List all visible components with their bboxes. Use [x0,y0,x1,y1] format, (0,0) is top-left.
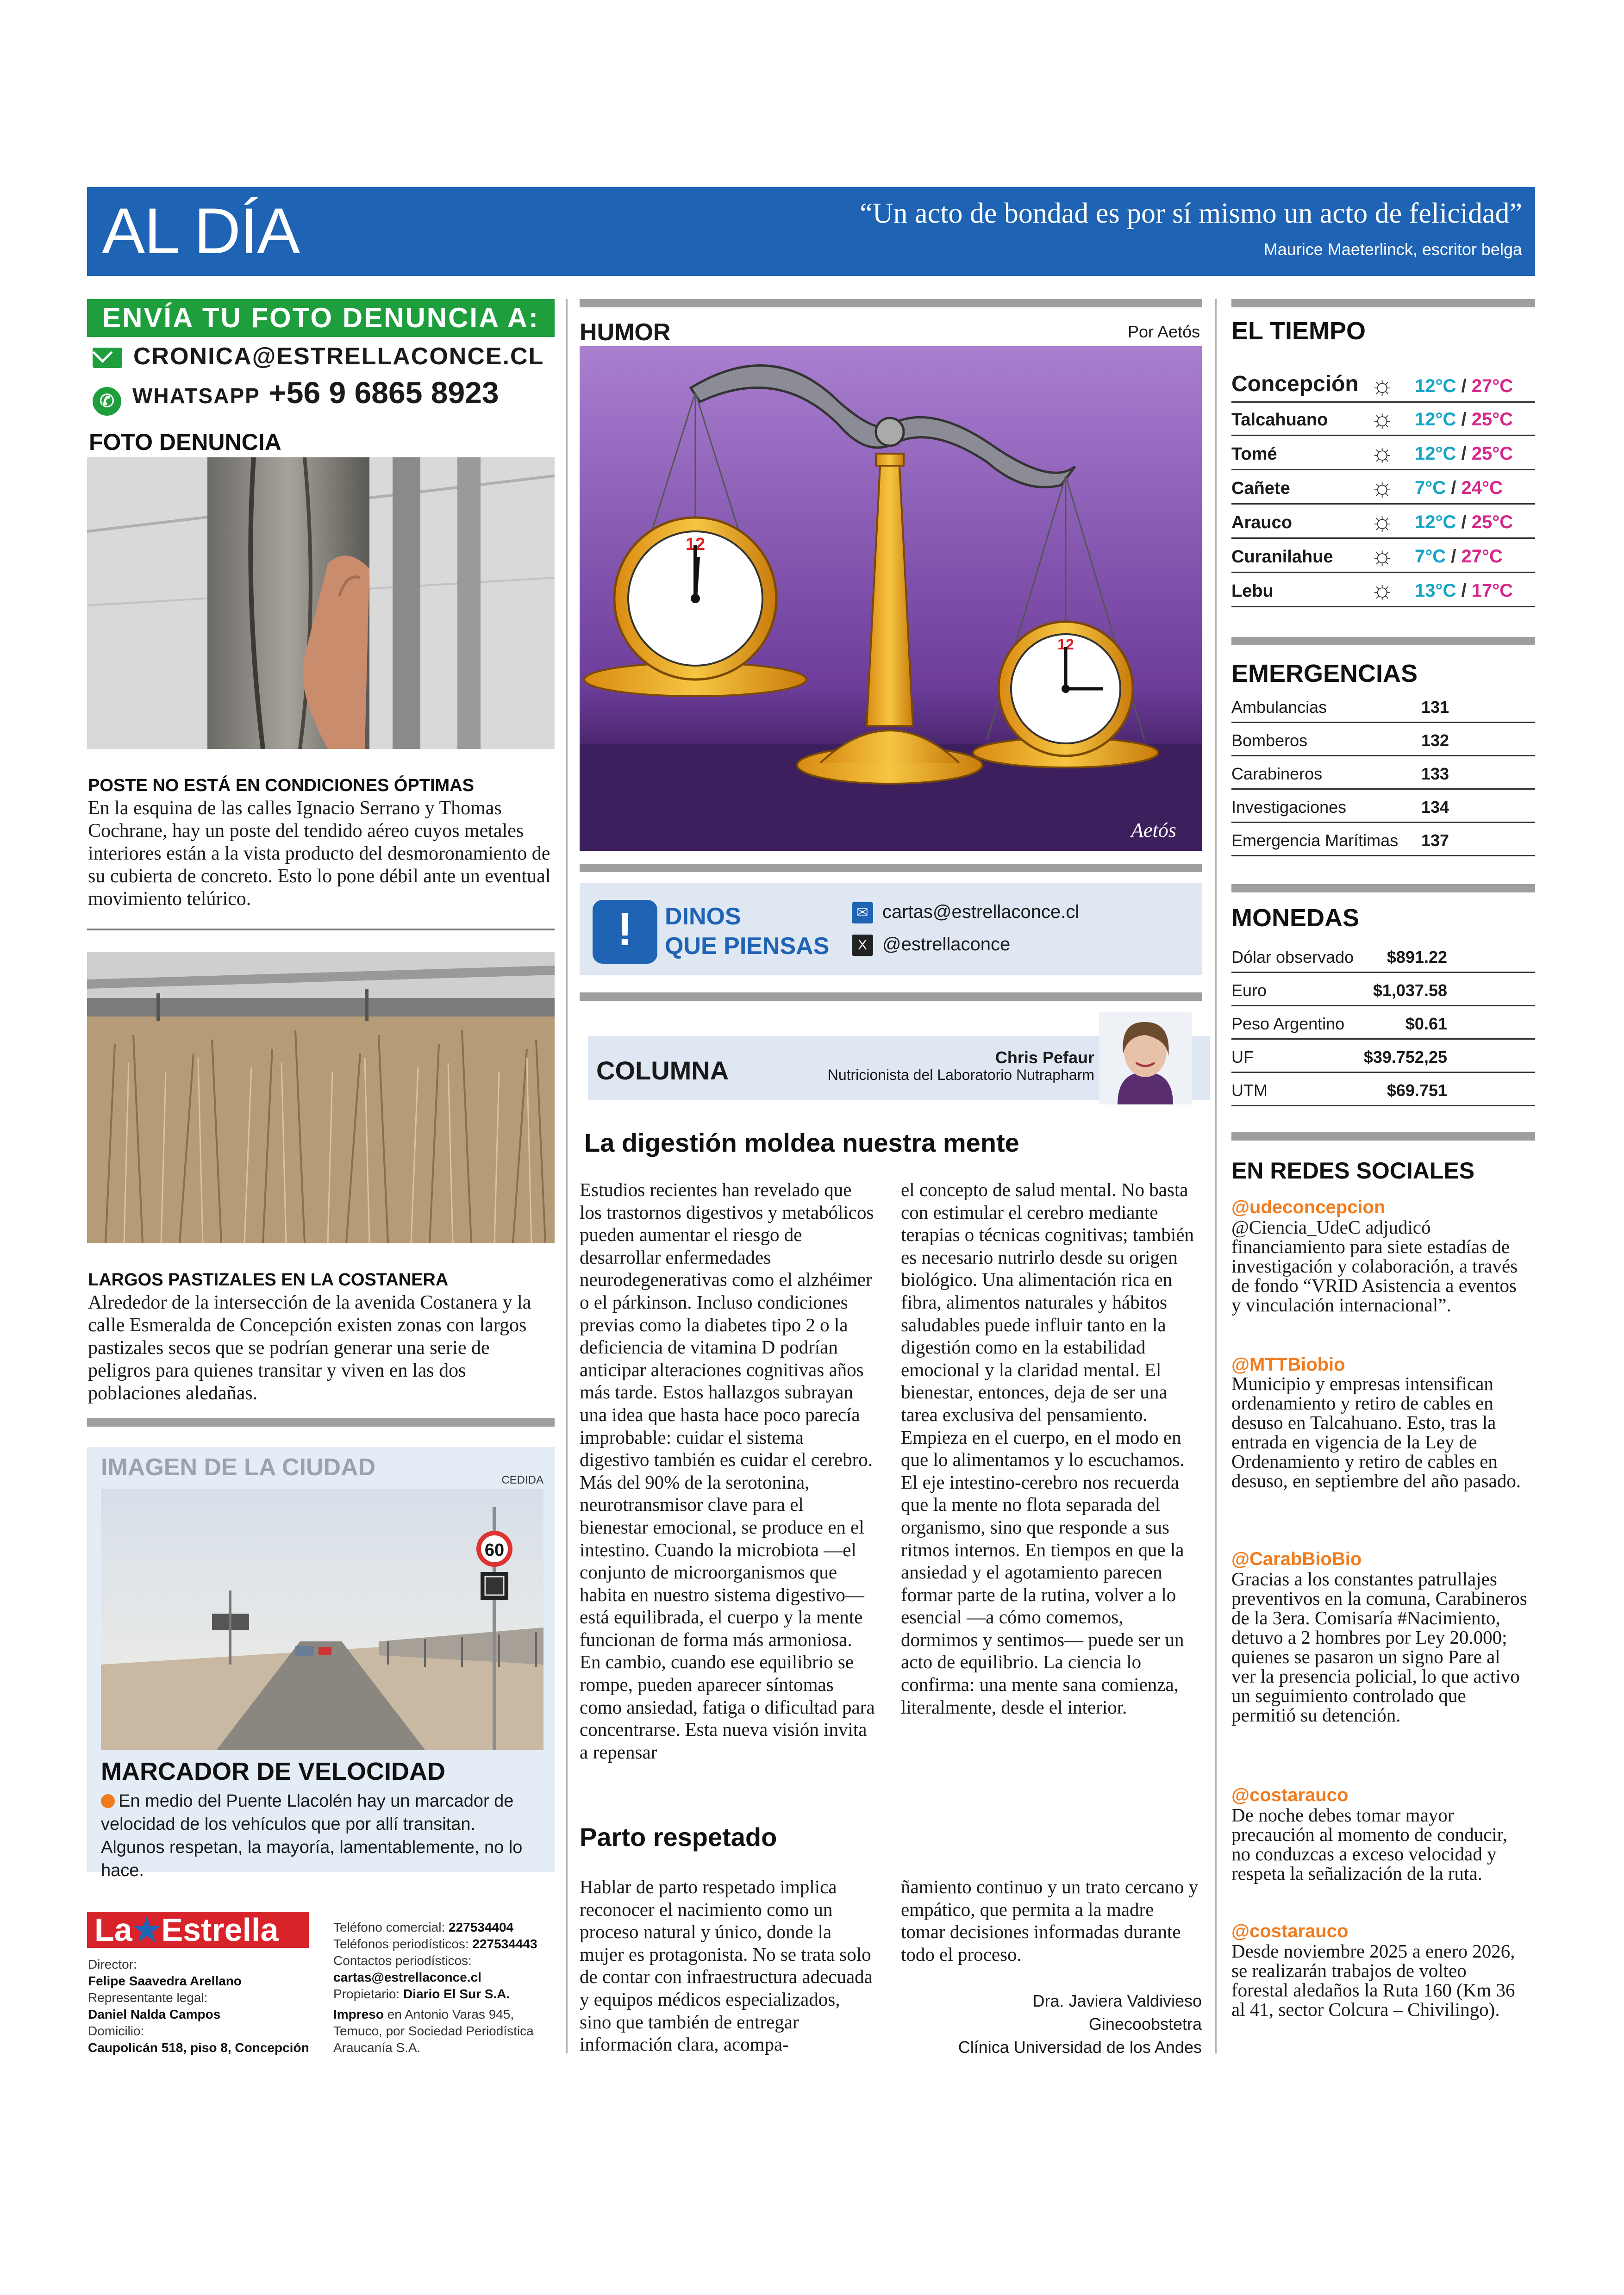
emergency-number[interactable]: 132 [1421,731,1449,750]
emergency-number[interactable]: 137 [1421,831,1449,850]
director-label: Director: [88,1957,137,1971]
weather-row [1231,574,1535,607]
columna-label: COLUMNA [596,1056,729,1085]
temp-sep: / [1456,409,1472,430]
sun-icon: ☼ [1370,507,1394,536]
emergency-label: Carabineros [1231,764,1323,783]
emergency-row [1231,790,1535,823]
divider [1231,299,1535,307]
imagen-ciudad-label: IMAGEN DE LA CIUDAD [101,1454,376,1481]
weather-row [1231,540,1535,573]
weather-temps [1415,409,1513,430]
temp-min: 12°C [1415,443,1456,464]
rep-name: Daniel Nalda Campos [88,2007,221,2021]
sun-icon: ☼ [1370,405,1394,433]
social-post: Gracias a los constantes patrullajes preventivos en la comuna, Carabineros de la 3era. Comisaría #Nacimiento, detuvo a 2 hombres por Ley 20.000; quienes se pasaron un signo Pare al ver la presencia policial, lo que activo un seguimiento controlado que permitió su detención. [1231,1568,1527,1726]
sig-name: Dra. Javiera Valdivieso [1032,1991,1202,2010]
social-post: Desde noviembre 2025 a enero 2026, se realizarán trabajos de volteo forestal aledaños la Ruta 160 (Km 36 al 41, sector Colcura – Chivilingo). [1231,1940,1515,2020]
print-label: Impreso [333,2007,384,2021]
exclamation-icon: ! [593,900,657,964]
temp-min: 12°C [1415,376,1456,396]
denuncia-banner: ENVÍA TU FOTO DENUNCIA A: [87,299,555,337]
weather-row [1231,403,1535,436]
social-handle[interactable]: @costarauco [1231,1921,1349,1941]
denuncia-1-text: En la esquina de las calles Ignacio Serrano y Thomas Cochrane, hay un poste del tendido aéreo cuyos metales interiores están a la vista producto del desmoronamiento de su cubierta de concreto. Esto lo pone débil ante un eventual movimiento telúrico. [88,798,551,910]
imagen-ciudad-box [87,1447,555,1880]
currency-label: UTM [1231,1081,1268,1100]
temp-sep: / [1446,546,1462,567]
currency-row [1231,1073,1535,1106]
parto-signature [901,1989,1202,2059]
tel-per[interactable]: 227534443 [472,1937,537,1951]
column-rule [1215,299,1217,2053]
quote-author: Maurice Maeterlinck, escritor belga [1263,240,1522,259]
denuncia-whatsapp-row[interactable] [93,375,499,416]
divider [1231,637,1535,645]
envelope-icon [93,348,122,368]
whatsapp-number[interactable]: +56 9 6865 8923 [269,375,499,410]
sun-icon: ☼ [1370,576,1394,605]
social-post: De noche debes tomar mayor precaución al momento de conducir, no conduzcas a exceso velocidad y respeta la señalización de la ruta. [1231,1804,1508,1884]
dom-label: Domicilio: [88,2024,144,2038]
currency-value: $0.61 [1405,1014,1447,1033]
marcador-title: MARCADOR DE VELOCIDAD [101,1758,446,1785]
temp-min: 7°C [1415,546,1446,567]
pole-photo [87,457,555,749]
emergency-number[interactable]: 133 [1421,764,1449,783]
currency-label: Euro [1231,981,1267,1000]
social-post: @Ciencia_UdeC adjudicó financiamiento para siete estadías de investigación y colaboración, a través de fondo “VRID Asistencia a eventos y vinculación internacional”. [1231,1216,1518,1316]
weather-temps [1415,580,1513,601]
tel-per-label: Teléfonos periodísticos: [333,1937,469,1951]
currency-value: $1,037.58 [1373,981,1447,1000]
dinos-line2: QUE PIENSAS [665,933,830,960]
weather-row [1231,471,1535,505]
weather-temps [1415,376,1513,397]
emergency-number[interactable]: 131 [1421,698,1449,717]
photo-credit: CEDIDA [501,1474,543,1486]
emergency-row [1231,690,1535,723]
parto-text-col2: ñamiento continuo y un trato cercano y empático, que permita a la madre tomar decisiones informadas durante todo el proceso. [901,1876,1199,1965]
temp-sep: / [1456,580,1472,601]
humor-author: Por Aetós [1128,322,1200,341]
social-handle[interactable]: @MTTBiobio [1231,1354,1345,1375]
tel-com[interactable]: 227534404 [449,1920,514,1934]
masthead-credits-left [88,1956,310,2056]
columna-title: La digestión moldea nuestra mente [584,1128,1019,1157]
weather-city: Concepción [1231,372,1359,396]
weather-temps [1415,512,1513,533]
temp-min: 12°C [1415,512,1456,532]
temp-sep: / [1456,512,1472,532]
columna-author-role: Nutricionista del Laboratorio Nutrapharm [827,1066,1094,1083]
owner-label: Propietario: [333,1987,400,2001]
emergency-label: Bomberos [1231,731,1308,750]
cartoonist-signature: Aetós [1131,819,1176,842]
tel-com-label: Teléfono comercial: [333,1920,445,1934]
weather-city: Curanilahue [1231,547,1333,567]
dom-address: Caupolicán 518, piso 8, Concepción [88,2040,309,2055]
sig-role: Ginecoobstetra [1088,2014,1202,2033]
temp-sep: / [1456,443,1472,464]
x-logo-icon: X [852,935,873,956]
dinos-x-row[interactable] [852,934,1010,956]
bullet-dot-icon [101,1794,115,1808]
grass-photo [87,952,555,1243]
divider [87,929,555,930]
social-handle[interactable]: @costarauco [1231,1785,1349,1805]
header-quote: “Un acto de bondad es por sí mismo un acto de felicidad” [860,198,1522,229]
sun-icon: ☼ [1370,473,1394,502]
tiempo-label: EL TIEMPO [1231,317,1366,345]
weather-row [1231,437,1535,470]
divider [1231,1132,1535,1141]
sig-org: Clínica Universidad de los Andes [958,2038,1202,2057]
print-info: en Antonio Varas 945, Temuco, por Sociedad Periodística Araucanía S.A. [333,2007,534,2055]
monedas-label: MONEDAS [1231,904,1360,932]
weather-temps [1415,546,1503,567]
marcador-text [101,1790,541,1882]
emergency-row [1231,723,1535,756]
denuncia-1-title: POSTE NO ESTÁ EN CONDICIONES ÓPTIMAS [88,776,474,795]
temp-max: 27°C [1471,376,1513,396]
columna-text-col2: el concepto de salud mental. No basta con estimular el cerebro mediante terapias o técnicas cognitivas; también es necesario nutrirlo desde su origen biológico. Una alimentación rica en fibra, alimentos naturales y hábitos saludables puede influir tanto en la digestión como en la estabilidad emocional y la claridad mental. El bienestar, entonces, deja de ser una tarea exclusiva del pensamiento. Empieza en el cuerpo, en el modo en que lo alimentamos y lo escuchamos. El eje intestino-cerebro nos recuerda que la mente no flota separada del organismo, sino que responde a sus ritmos internos. En tiempos en que la ansiedad y el agotamiento parecen formar parte de la rutina, volver a lo esencial —a cómo comemos, dormimos y sentimos— puede ser un acto de equilibrio. La ciencia lo confirma: una mente sana comienza, literalmente, desde el interior. [901,1179,1194,1718]
weather-temps [1415,478,1503,499]
currency-value: $39.752,25 [1363,1048,1447,1066]
currency-row [1231,973,1535,1006]
logo-text-estrella: Estrella [161,1912,279,1948]
emergency-number[interactable]: 134 [1421,798,1449,817]
currency-row [1231,1040,1535,1073]
speed-sign-value: 60 [484,1540,505,1560]
la-estrella-logo [87,1912,309,1948]
whatsapp-label: WHATSAPP [132,384,260,408]
bridge-photo [101,1489,543,1750]
whatsapp-icon: ✆ [93,387,121,416]
section-header [87,187,1535,276]
weather-city: Tomé [1231,444,1277,464]
emergency-label: Ambulancias [1231,698,1327,717]
temp-max: 25°C [1471,409,1513,430]
currency-label: UF [1231,1048,1254,1066]
dinos-que-piensas-box [580,883,1202,975]
temp-max: 24°C [1461,478,1503,498]
social-handle[interactable]: @CarabBioBio [1231,1549,1362,1569]
currency-value: $69.751 [1387,1081,1447,1100]
currency-label: Peso Argentino [1231,1014,1345,1033]
currency-value: $891.22 [1387,948,1447,967]
denuncia-email[interactable]: CRONICA@ESTRELLACONCE.CL [133,343,544,370]
temp-sep: / [1446,478,1462,498]
denuncia-2-title: LARGOS PASTIZALES EN LA COSTANERA [88,1270,449,1290]
dinos-email-row[interactable] [852,902,1079,923]
sun-icon: ☼ [1370,371,1394,400]
temp-min: 13°C [1415,580,1456,601]
marcador-body: En medio del Puente Llacolén hay un marcador de velocidad de los vehículos que por allí transitan. Algunos respetan, la mayoría, lamentablemente, no lo hace. [101,1791,523,1880]
section-title: AL DÍA [102,194,300,267]
social-post: Municipio y empresas intensifican ordenamiento y retiro de cables en desuso en Talcahuano. Esto, tras la entrada en vigencia de la Ley de Ordenamiento y retiro de cables en desuso, en septiembre del año pasado. [1231,1373,1521,1491]
contact-email[interactable]: cartas@estrellaconce.cl [333,1970,481,1984]
emergency-label: Emergencia Marítimas [1231,831,1399,850]
dinos-email[interactable]: cartas@estrellaconce.cl [882,902,1080,922]
social-handle[interactable]: @udeconcepcion [1231,1197,1386,1217]
foto-denuncia-label: FOTO DENUNCIA [89,429,281,455]
dinos-line1: DINOS [665,903,741,930]
emergency-row [1231,823,1535,856]
star-icon: ★ [132,1912,162,1948]
temp-min: 12°C [1415,409,1456,430]
currency-label: Dólar observado [1231,948,1354,967]
parto-title: Parto respetado [580,1822,777,1852]
rep-label: Representante legal: [88,1990,208,2005]
temp-sep: / [1456,376,1472,396]
weather-city: Talcahuano [1231,410,1328,430]
clock-12-right: 12 [1057,636,1074,653]
owner: Diario El Sur S.A. [403,1987,510,2001]
envelope-icon: ✉ [852,902,873,923]
denuncia-2-text: Alrededor de la intersección de la avenida Costanera y la calle Esmeralda de Concepción existen zonas con largos pastizales secos que se podrían generar una serie de peligros para quienes transitar y viven en las dos poblaciones aledañas. [88,1292,531,1404]
weather-city: Lebu [1231,581,1274,601]
dinos-heading [665,902,829,961]
temp-min: 7°C [1415,478,1446,498]
director-name: Felipe Saavedra Arellano [88,1974,242,1988]
clock-12-left: 12 [685,535,706,554]
columna-text-col1: Estudios recientes han revelado que los trastornos digestivos y metabólicos pueden aumentar el riesgo de desarrollar enfermedades neurodegenerativas como el alzhéimer o el párkinson. Incluso condiciones previas como la diabetes tipo 2 o la deficiencia de vitamina D podrían anticipar alteraciones cognitivas años más tarde. Estos hallazgos subrayan una idea que hasta hace poco parecía improbable: cuidar el sistema digestivo también es cuidar el cerebro. Más del 90% de la serotonina, neurotransmisor clave para el bienestar emocional, se produce en el intestino. Cuando la microbiota —el conjunto de microorganismos que habita en nuestro sistema digestivo— está equilibrada, el cuerpo y la mente funcionan de forma más armoniosa. En cambio, cuando ese equilibrio se rompe, pueden aparecer síntomas como ansiedad, fatiga o dificultad para concentrarse. Esta nueva visión invita a repensar [580,1179,875,1763]
weather-temps [1415,443,1513,464]
sun-icon: ☼ [1370,439,1394,468]
weather-row [1231,505,1535,539]
parto-text-col1: Hablar de parto respetado implica reconocer el nacimiento como un proceso natural y único, donde la mujer es protagonista. No se trata solo de contar con infraestructura adecuada y equipos médicos especializados, sino que también de entregar información clara, acompa- [580,1876,873,2055]
masthead-credits-right [333,1919,551,2056]
emergency-row [1231,756,1535,790]
humor-cartoon [580,346,1202,851]
currency-row [1231,940,1535,973]
columna-author: Chris Pefaur [995,1048,1094,1067]
temp-max: 25°C [1471,512,1513,532]
author-portrait [1099,1012,1192,1104]
emergencias-label: EMERGENCIAS [1231,660,1418,687]
emergency-label: Investigaciones [1231,798,1347,817]
logo-text-la: La [94,1912,132,1948]
humor-label: HUMOR [580,319,671,346]
currency-row [1231,1006,1535,1040]
denuncia-email-row[interactable] [93,343,544,370]
temp-max: 25°C [1471,443,1513,464]
weather-row [1231,363,1535,403]
temp-max: 17°C [1471,580,1513,601]
redes-label: EN REDES SOCIALES [1231,1158,1475,1184]
divider [580,299,1202,307]
divider [1231,884,1535,892]
column-rule [566,299,568,2053]
temp-max: 27°C [1461,546,1503,567]
contact-label: Contactos periodísticos: [333,1953,472,1968]
divider [580,864,1202,872]
sun-icon: ☼ [1370,542,1394,570]
weather-city: Arauco [1231,513,1292,532]
divider [87,1418,555,1427]
dinos-x-handle[interactable]: @estrellaconce [882,934,1011,954]
weather-city: Cañete [1231,479,1290,498]
divider [580,992,1202,1001]
